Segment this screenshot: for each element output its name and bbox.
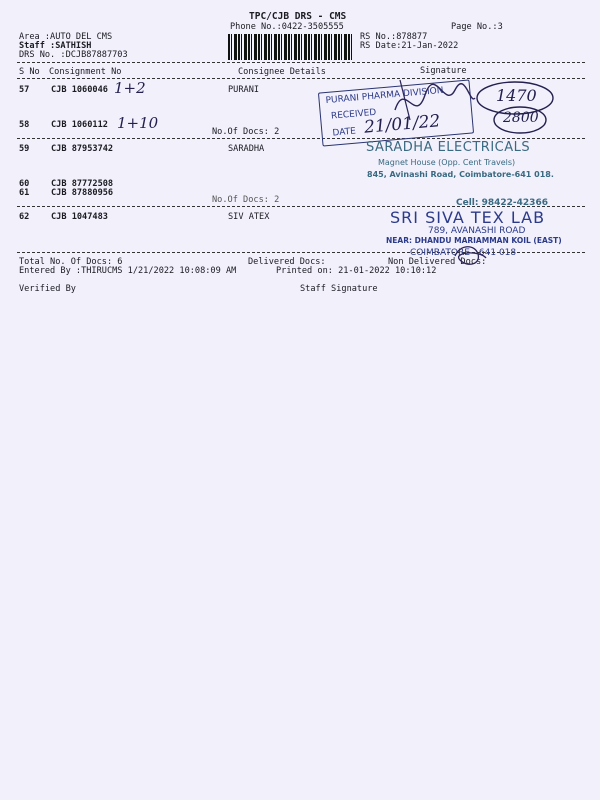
saradha-stamp-address: 845, Avinashi Road, Coimbatore-641 018. [367,170,554,179]
non-delivered-docs: Non Delivered Docs: [388,257,487,267]
entered-by: Entered By :THIRUCMS 1/21/2022 10:08:09 AM [19,266,237,276]
row-consignee: PURANI [228,85,260,95]
handwritten-note: 1+10 [117,114,159,132]
row-doc-count: No.Of Docs: 2 [212,195,280,205]
row-sno: 58 [19,120,30,130]
saradha-stamp-title: SARADHA ELECTRICALS [366,140,531,155]
header-divider [17,62,585,63]
total-docs: Total No. Of Docs: 6 [19,257,123,267]
col-consignment: Consignment No [49,67,122,77]
document-title: TPC/CJB DRS - CMS [249,11,347,22]
row-consignee: SARADHA [228,144,265,154]
handwritten-note: 1+2 [114,79,146,97]
col-sno: S No [19,67,40,77]
row-sno: 60 [19,179,30,189]
drs-number: DRS No. :DCJB87887703 [19,50,128,60]
row-consignment: CJB 1047483 [51,212,108,222]
row-consignment: CJB 87953742 [51,144,114,154]
rs-date: RS Date:21-Jan-2022 [360,41,459,51]
col-signature: Signature [420,66,467,76]
saradha-stamp-phone: Cell: 98422-42366 [456,198,548,208]
row-doc-count: No.Of Docs: 2 [212,127,280,137]
stamp-received: RECEIVED [330,107,377,122]
printed-on: Printed on: 21-01-2022 10:10:12 [276,266,437,276]
rs-number: RS No.:878877 [360,32,428,42]
row-sno: 62 [19,212,30,222]
verified-by: Verified By [19,284,76,294]
circle-number-bottom: 2800 [503,110,539,126]
row-consignment: CJB 87880956 [51,188,114,198]
row-consignee: SIV ATEX [228,212,270,222]
sivatex-stamp-near: NEAR: DHANDU MARIAMMAN KOIL (EAST) [386,236,562,245]
signature-scribble [385,70,480,130]
sivatex-stamp-title: SRI SIVA TEX LAB [390,208,546,227]
staff-signature: Staff Signature [300,284,378,294]
barcode [228,34,354,60]
stamp-company: PURANI PHARMA DIVISION [325,85,444,107]
row-sno: 61 [19,188,30,198]
stamp-date-handwritten: 21/01/22 [363,111,442,138]
area-label: Area :AUTO DEL CMS [19,32,113,42]
stamp-date-label: DATE [332,126,357,139]
row-consignment: CJB 1060046 [51,85,108,95]
row-sno: 57 [19,85,30,95]
sivatex-stamp-road: 789, AVANASHI ROAD [428,226,526,236]
sivatex-stamp-city: COIMBATORE - 641 018 [410,248,517,258]
circle-number-top: 1470 [496,86,537,105]
row-consignment: CJB 87772508 [51,179,114,189]
phone-number: Phone No.:0422-3505555 [230,22,344,32]
row-consignment: CJB 1060112 [51,120,108,130]
page-number: Page No.:3 [451,22,503,32]
staff-label: Staff :SATHISH [19,41,92,51]
signature-scribble [450,242,490,270]
col-consignee: Consignee Details [238,67,326,77]
saradha-stamp-line: Magnet House (Opp. Cent Travels) [378,158,516,167]
row-sno: 59 [19,144,30,154]
delivered-docs: Delivered Docs: [248,257,326,267]
